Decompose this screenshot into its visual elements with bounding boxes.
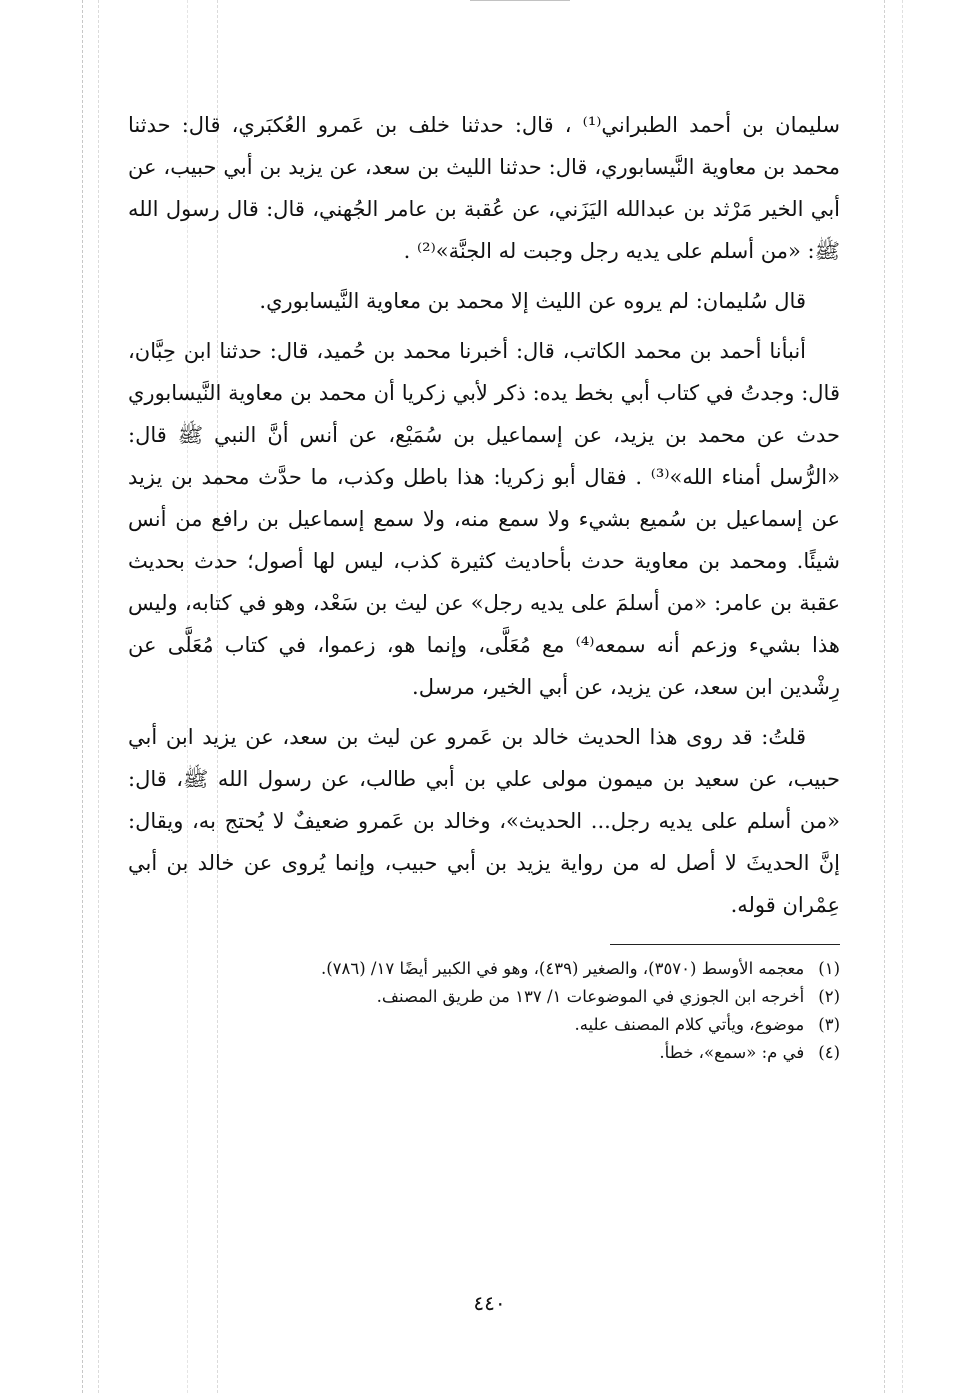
body-paragraph: أنبأنا أحمد بن محمد الكاتب، قال: أخبرنا محمد بن حُميد، قال: حدثنا ابن حِبَّان، قال: وجدتُ في كتاب أبي بخط يده: ذكر لأبي زكريا أن محمد بن معاوية النَّيسابوري حدث عن محمد بن يزيد، عن إسماعيل بن سُمَيْع، عن أنس أنَّ النبي ﷺ قال: «الرُّسل أمناء الله»⁽³⁾ . فقال أبو زكريا: هذا باطل وكذب، ما حدَّث محمد بن يزيد عن إسماعيل بن سُميع بشيء ولا سمع منه، ولا سمع إسماعيل بن رافع من أنس شيئًا. ومحمد بن معاوية حدث بأحاديث كثيرة كذب، ليس لها أصول؛ حدث بحديث عقبة بن عامر: «من أسلمَ على يديه رجل» عن ليث بن سَعْد، وهو في كتابه، وليس هذا بشيء وزعم أنه سمعه⁽⁴⁾ مع مُعَلَّى، وإنما هو، زعموا، في كتاب مُعَلَّى عن رِشْدين ابن سعد، عن يزيد، عن أبي الخير، مرسل. bbox=[128, 339, 840, 699]
page-number: ٤٤٠ bbox=[473, 1291, 506, 1315]
body-paragraph: قال سُليمان: لم يروه عن الليث إلا محمد بن معاوية النَّيسابوري. bbox=[259, 289, 806, 313]
footnote bbox=[128, 955, 840, 983]
scan-top-mark bbox=[470, 0, 570, 1]
scan-artifact-line bbox=[902, 0, 903, 1393]
footnote bbox=[128, 1011, 840, 1039]
footnote bbox=[128, 1039, 840, 1067]
footnote-text: في م: «سمع»، خطأ. bbox=[659, 1043, 805, 1062]
body-paragraph: قلتُ: قد روى هذا الحديث خالد بن عَمرو عن ليث بن سعد، عن يزيد ابن أبي حبيب، عن سعيد بن ميمون مولى علي بن أبي طالب، عن رسول الله ﷺ، قال: «من أسلم على يديه رجل... الحديث»، وخالد بن عَمرو ضعيفٌ لا يُحتج به، ويقال: إنَّ الحديثَ لا أصل له من رواية يزيد بن أبي حبيب، وإنما يُروى عن خالد بن أبي عِمْران قوله. bbox=[128, 725, 840, 917]
footnotes bbox=[128, 955, 840, 1067]
footnote bbox=[128, 983, 840, 1011]
scan-artifact-line bbox=[884, 0, 885, 1393]
footnote-number: (٤) bbox=[818, 1043, 840, 1062]
body-paragraph: سليمان بن أحمد الطبراني⁽¹⁾ ، قال: حدثنا خلف بن عَمرو العُكبَري، قال: حدثنا محمد بن معاوية النَّيسابوري، قال: حدثنا الليث بن سعد، عن يزيد بن أبي حبيب، عن أبي الخير مَرْثد بن عبدالله اليَزَني، عن عُقبة بن عامر الجُهني، قال: قال رسول الله ﷺ: «من أسلم على يديه رجل وجبت له الجنَّة»⁽²⁾ . bbox=[128, 113, 840, 263]
scan-artifact-line bbox=[98, 0, 99, 1393]
footnote-number: (١) bbox=[818, 959, 840, 978]
scan-artifact-line bbox=[82, 0, 83, 1393]
page-body bbox=[128, 104, 840, 1067]
footnote-number: (٢) bbox=[818, 987, 840, 1006]
footnote-text: معجمه الأوسط (٣٥٧٠)، والصغير (٤٣٩)، وهو في الكبير أيضًا ١٧/ (٧٨٦). bbox=[320, 959, 805, 978]
footnote-separator bbox=[610, 944, 840, 945]
footnote-text: موضوع، ويأتي كلام المصنف عليه. bbox=[574, 1015, 805, 1034]
footnote-text: أخرجه ابن الجوزي في الموضوعات ١/ ١٣٧ من طريق المصنف. bbox=[376, 987, 805, 1006]
footnote-number: (٣) bbox=[818, 1015, 840, 1034]
